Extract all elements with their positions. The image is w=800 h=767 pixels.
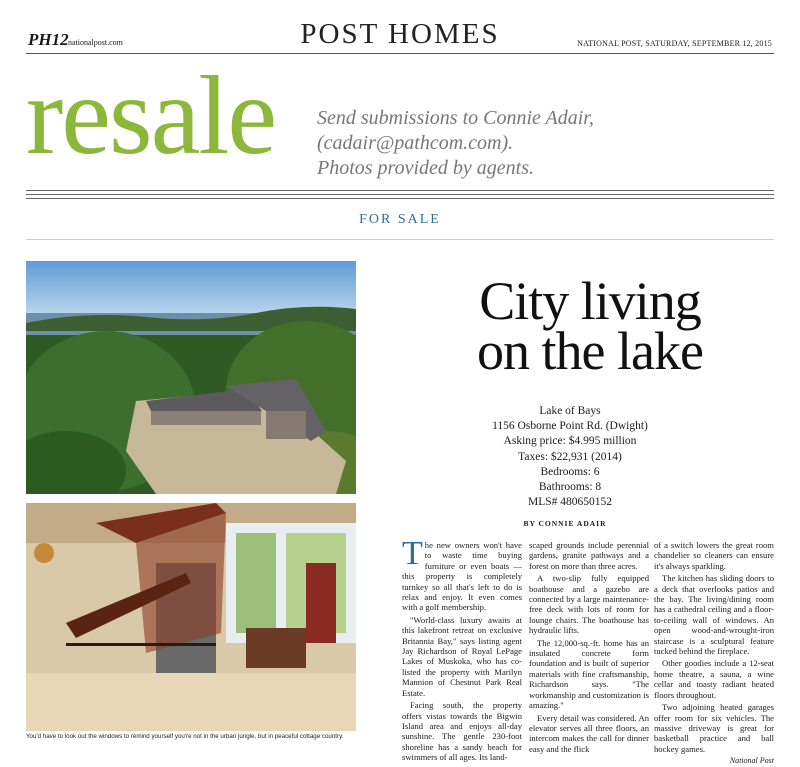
headline <box>410 271 770 381</box>
paragraph: of a switch lowers the great room chandelier so cleaners can ensure it's always sparkling. <box>654 540 774 571</box>
byline: BY CONNIE ADAIR <box>523 519 607 528</box>
paragraph: The 12,000-sq.-ft. home has an insulated concrete form foundation and is built of superior materials with fine craftsmanship, Richardson says. "The workmanship and customization is amazing." <box>529 637 649 711</box>
listing-bathrooms: Bathrooms: 8 <box>538 481 602 494</box>
aerial-photo <box>26 261 356 494</box>
page-number: PH12 <box>28 30 69 49</box>
signoff: National Post <box>729 756 774 766</box>
paragraph: "World-class luxury awaits at this lakefront retreat on exclusive Britannia Bay," says listing agent Jay Richardson of Royal LePage Lakes of Muskoka, who has co-listed the property with Marilyn Mannion of Chestnut Park Real Estate. <box>402 614 522 698</box>
submission-note <box>317 106 617 181</box>
photo-caption: You'd have to look out the windows to remind yourself you're not in the urban jungle, but in peaceful cottage country. <box>26 733 344 740</box>
dateline: NATIONAL POST, SATURDAY, SEPTEMBER 12, 2015 <box>577 39 772 48</box>
paragraph: Every detail was considered. An elevator serves all three floors, an intercom makes the call for dinner easy and the flick <box>529 712 649 754</box>
headline-line-2: on the lake <box>477 321 703 381</box>
resale-title: resale <box>26 54 276 178</box>
listing-taxes: Taxes: $22,931 (2014) <box>518 450 622 463</box>
drop-cap: T <box>402 535 423 572</box>
category-label: FOR SALE <box>359 212 441 227</box>
banner-rule <box>26 194 774 195</box>
listing-bedrooms: Bedrooms: 6 <box>540 465 600 478</box>
category-rule <box>26 239 774 240</box>
banner-rule <box>26 198 774 199</box>
listing-address: 1156 Osborne Point Rd. (Dwight) <box>492 420 648 433</box>
paragraph: scaped grounds include perennial gardens, granite pathways and a forest on more than three acres. <box>529 540 649 571</box>
article-column-1 <box>402 535 522 765</box>
paragraph: The kitchen has sliding doors to a deck that overlooks patios and the bay. The living/dining room has a cathedral ceiling and a floor-to-ceiling wall of windows. An open wood-and-wrought-iron staircase is a sculptural feature tucked behind the fireplace. <box>654 573 774 657</box>
listing-mls: MLS# 480650152 <box>527 496 613 509</box>
listing-details <box>430 404 710 510</box>
paragraph: The new owners won't have to waste time buying furniture or even boats — this property is completely turnkey so all that's left to do is relax and enjoy. It even comes with a golf membership. <box>402 535 522 613</box>
interior-staircase-photo <box>26 503 356 731</box>
section-title: POST HOMES <box>300 18 500 50</box>
listing-price: Asking price: $4.995 million <box>503 435 637 448</box>
listing-area: Lake of Bays <box>539 405 601 417</box>
banner-rule <box>26 190 774 191</box>
submission-line-1: Send submissions to Connie Adair, <box>317 107 594 129</box>
paragraph: Facing south, the property offers vistas towards the Bigwin Island area and enjoys all-day sunshine. The gentle 230-foot shoreline has a sandy beach for swimmers of all ages. Its land- <box>402 700 522 763</box>
paragraph: Other goodies include a 12-seat home theatre, a sauna, a wine cellar and toasty radiant heated floors throughout. <box>654 658 774 700</box>
site-name: nationalpost.com <box>68 38 123 47</box>
paragraph: A two-slip fully equipped boathouse and a gazebo are connected by a large maintenance-free deck with lots of room for lounge chairs. The boathouse has hydraulic lifts. <box>529 573 649 636</box>
paragraph: Two adjoining heated garages offer room for six vehicles. The massive driveway is great for basketball practice and ball hockey games. <box>654 702 774 754</box>
headline-line-1: City living <box>479 271 701 331</box>
submission-line-3: Photos provided by agents. <box>317 157 535 179</box>
article-column-2 <box>529 540 649 756</box>
submission-line-2: (cadair@pathcom.com). <box>317 132 514 154</box>
article-column-3 <box>654 540 774 767</box>
